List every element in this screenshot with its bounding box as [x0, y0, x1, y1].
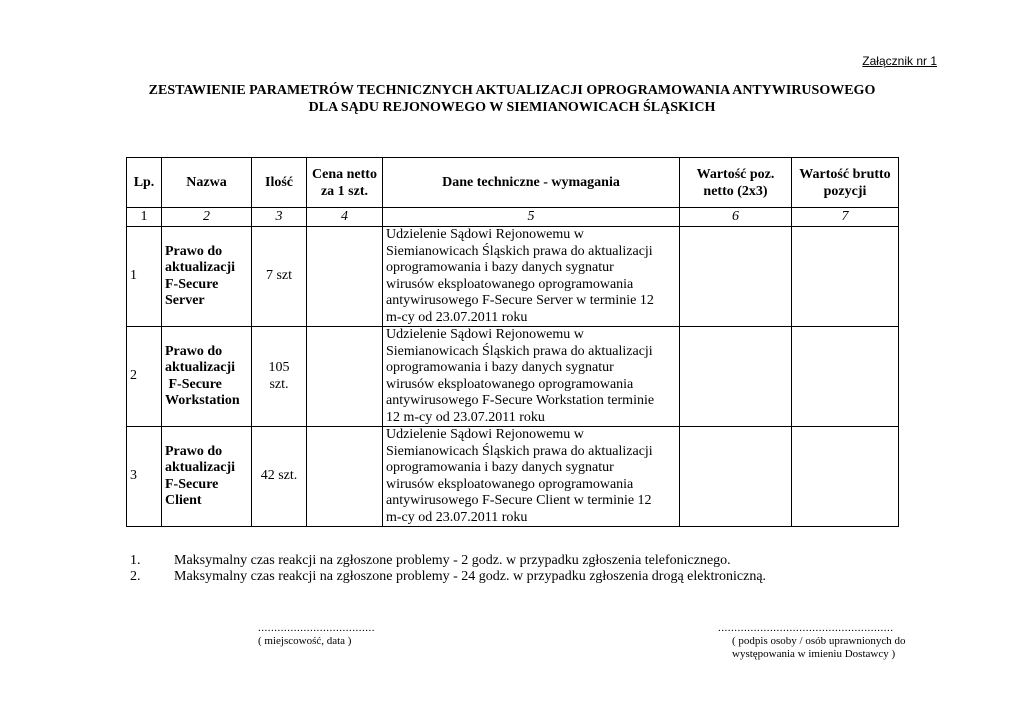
row-desc-line: Udzielenie Sądowi Rejonowemu w: [386, 227, 584, 242]
header-net-line-1: Wartość poz.: [696, 166, 775, 182]
row-net: [680, 427, 792, 527]
row-price: [307, 427, 383, 527]
parameters-table: [126, 157, 899, 527]
header-price-line-2: za 1 szt.: [320, 183, 369, 199]
row-gross: [792, 427, 899, 527]
header-gross-line-1: Wartość brutto: [799, 166, 891, 182]
row-name-line: F-Secure: [165, 376, 222, 392]
row-lp: 1: [127, 227, 162, 327]
row-qty-line: 105: [268, 360, 290, 375]
column-number: 7: [792, 208, 899, 227]
row-lp: 2: [127, 327, 162, 427]
row-gross: [792, 227, 899, 327]
row-desc-line: wirusów eksploatowanego oprogramowania: [386, 376, 634, 392]
authorized-caption-line-2: występowania w imieniu Dostawcy ): [732, 648, 896, 660]
authorized-caption-line-1: ( podpis osoby / osób uprawnionych do: [732, 635, 906, 647]
column-number: 5: [383, 208, 680, 227]
row-desc-line: Udzielenie Sądowi Rejonowemu w: [386, 327, 584, 342]
note-number: 1.: [130, 553, 141, 568]
header-desc: Dane techniczne - wymagania: [383, 158, 680, 208]
row-gross: [792, 327, 899, 427]
row-name: [162, 327, 252, 427]
column-number: 6: [680, 208, 792, 227]
row-desc-line: wirusów eksploatowanego oprogramowania: [386, 476, 634, 492]
row-desc-line: m-cy od 23.07.2011 roku: [386, 309, 528, 325]
column-number: 1: [127, 208, 162, 227]
note-item: [130, 569, 766, 585]
row-desc-line: oprogramowania i bazy danych sygnatur: [386, 260, 614, 275]
title-line-1: ZESTAWIENIE PARAMETRÓW TECHNICZNYCH AKTUALIZACJI OPROGRAMOWANIA ANTYWIRUSOWEGO: [148, 83, 876, 98]
header-gross: [792, 158, 899, 208]
row-name-line: aktualizacji: [165, 360, 235, 375]
table-row: [127, 427, 899, 527]
header-name: Nazwa: [162, 158, 252, 208]
row-desc: [383, 427, 680, 527]
header-lp: Lp.: [127, 158, 162, 208]
annex-label: Załącznik nr 1: [862, 54, 937, 68]
row-name-line: Prawo do: [165, 343, 223, 359]
column-number: 3: [252, 208, 307, 227]
row-qty-line: 7 szt: [265, 268, 293, 284]
row-desc: [383, 227, 680, 327]
row-desc: [383, 327, 680, 427]
place-date-caption: ( miejscowość, data ): [258, 635, 352, 647]
row-name-line: aktualizacji: [165, 460, 235, 475]
row-lp: 3: [127, 427, 162, 527]
row-desc-line: Udzielenie Sądowi Rejonowemu w: [386, 427, 584, 442]
column-number-row: [127, 208, 899, 227]
authorized-signature-dots: ......................................................: [718, 622, 894, 634]
row-desc-line: wirusów eksploatowanego oprogramowania: [386, 276, 634, 292]
header-gross-line-2: pozycji: [823, 183, 867, 199]
row-desc-line: antywirusowego F-Secure Client w terminie 12: [386, 493, 652, 508]
header-price-line-1: Cena netto: [312, 166, 377, 182]
note-text: Maksymalny czas reakcji na zgłoszone problemy - 24 godz. w przypadku zgłoszenia drogą elektroniczną.: [174, 569, 767, 584]
row-name-line: F-Secure: [165, 476, 219, 492]
row-name-line: F-Secure: [165, 276, 219, 292]
row-qty: [252, 427, 307, 527]
row-price: [307, 227, 383, 327]
row-name-line: aktualizacji: [165, 260, 235, 275]
row-name-line: Server: [165, 293, 205, 308]
row-desc-line: oprogramowania i bazy danych sygnatur: [386, 360, 614, 375]
column-number: 4: [307, 208, 383, 227]
row-name: [162, 227, 252, 327]
header-row: [127, 158, 899, 208]
column-number: 2: [162, 208, 252, 227]
row-qty: [252, 227, 307, 327]
row-desc-line: Siemianowicach Śląskich prawa do aktualizacji: [386, 243, 653, 259]
title-line-2: DLA SĄDU REJONOWEGO W SIEMIANOWICACH ŚLĄSKICH: [308, 100, 716, 115]
place-date-dots: ....................................: [258, 622, 375, 634]
row-desc-line: m-cy od 23.07.2011 roku: [386, 509, 528, 525]
row-desc-line: Siemianowicach Śląskich prawa do aktualizacji: [386, 443, 653, 459]
header-net-line-2: netto (2x3): [703, 183, 768, 199]
note-text: Maksymalny czas reakcji na zgłoszone problemy - 2 godz. w przypadku zgłoszenia telefonicznego.: [174, 553, 731, 568]
row-name-line: Workstation: [165, 393, 240, 408]
document-title: [0, 82, 1024, 116]
row-qty-line: szt.: [269, 376, 289, 392]
row-net: [680, 227, 792, 327]
header-net: [680, 158, 792, 208]
row-name-line: Client: [165, 493, 202, 508]
note-item: [130, 553, 766, 569]
row-qty: [252, 327, 307, 427]
row-desc-line: 12 m-cy od 23.07.2011 roku: [386, 409, 545, 425]
row-desc-line: antywirusowego F-Secure Server w terminie 12: [386, 293, 654, 308]
row-qty-line: 42 szt.: [260, 468, 298, 484]
note-number: 2.: [130, 569, 141, 584]
notes-list: [130, 553, 766, 585]
row-name: [162, 427, 252, 527]
row-desc-line: antywirusowego F-Secure Workstation terminie: [386, 393, 655, 408]
row-name-line: Prawo do: [165, 443, 223, 459]
header-price: [307, 158, 383, 208]
table-row: [127, 327, 899, 427]
row-net: [680, 327, 792, 427]
table-row: [127, 227, 899, 327]
place-date-signature: [258, 622, 375, 648]
row-desc-line: oprogramowania i bazy danych sygnatur: [386, 460, 614, 475]
row-name-line: Prawo do: [165, 243, 223, 259]
row-price: [307, 327, 383, 427]
row-desc-line: Siemianowicach Śląskich prawa do aktualizacji: [386, 343, 653, 359]
header-qty: Ilość: [252, 158, 307, 208]
authorized-signature: [718, 622, 906, 661]
